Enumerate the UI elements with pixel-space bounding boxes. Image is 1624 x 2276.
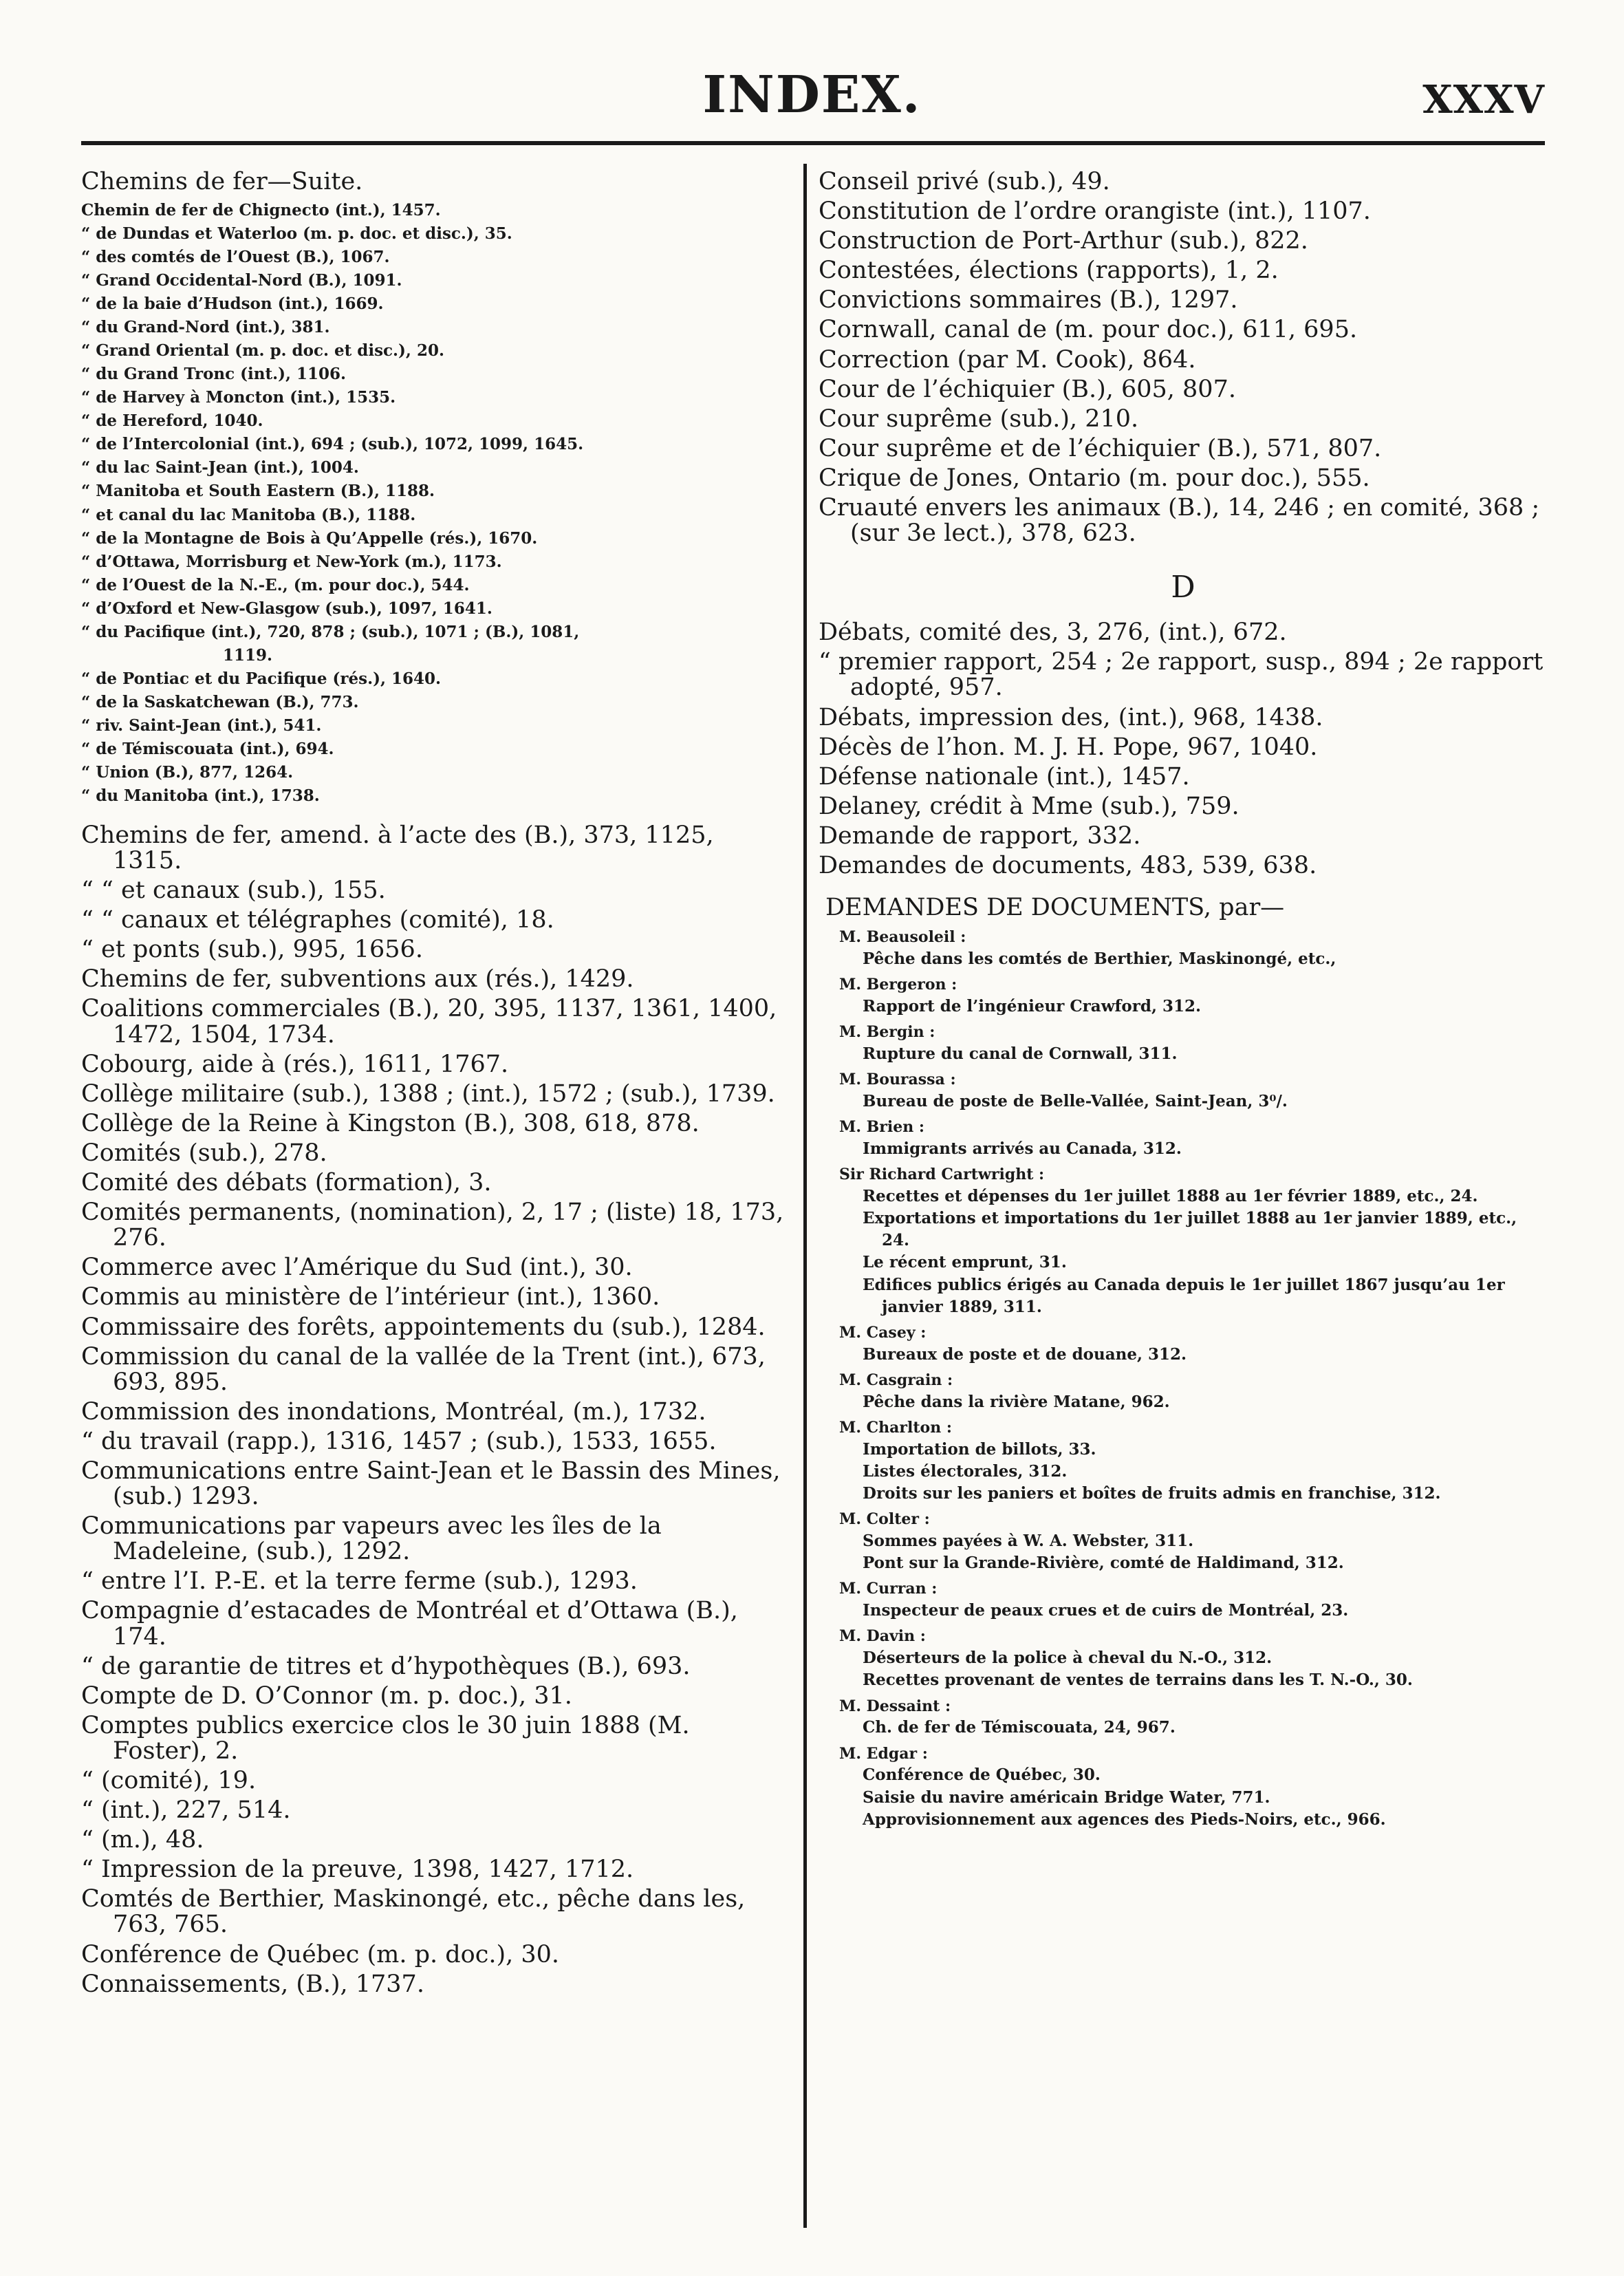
- requester-name: M. Charlton :: [839, 1418, 952, 1437]
- index-sub-entry: “ de Témiscouata (int.), 694.: [81, 739, 334, 758]
- document-request: Rupture du canal de Cornwall, 311.: [863, 1044, 1178, 1063]
- document-request: Listes électorales, 312.: [863, 1461, 1068, 1481]
- document-request: Approvisionnement aux agences des Pieds-Noirs, etc., 966.: [863, 1810, 1386, 1829]
- index-entry: Débats, impression des, (int.), 968, 1438.: [819, 703, 1323, 731]
- document-request: Bureau de poste de Belle-Vallée, Saint-Jean, 3⁰/.: [863, 1091, 1288, 1110]
- entry-list-c: [819, 169, 1548, 546]
- index-entry: Comité des débats (formation), 3.: [81, 1169, 492, 1197]
- index-entry: Cruauté envers les animaux (B.), 14, 246 ; en comité, 368 ; (sur 3e lect.), 378, 623.: [819, 494, 1540, 548]
- page-title: INDEX.: [702, 65, 922, 125]
- index-sub-entry: “ riv. Saint-Jean (int.), 541.: [81, 716, 322, 735]
- index-entry: Collège militaire (sub.), 1388 ; (int.), 1572 ; (sub.), 1739.: [81, 1080, 775, 1108]
- index-sub-entry: “ de l’Ouest de la N.-E., (m. pour doc.), 544.: [81, 575, 470, 594]
- index-entry: “ entre l’I. P.-E. et la terre ferme (sub.), 1293.: [81, 1567, 638, 1596]
- index-entry: Compagnie d’estacades de Montréal et d’Ottawa (B.), 174.: [81, 1597, 738, 1651]
- requester-name: M. Curran :: [839, 1580, 938, 1598]
- sub-entry-list: [81, 199, 790, 808]
- index-sub-entry: “ de la baie d’Hudson (int.), 1669.: [81, 294, 384, 314]
- index-entry: Cour suprême (sub.), 210.: [819, 405, 1139, 433]
- index-sub-entry: “ de Harvey à Moncton (int.), 1535.: [81, 388, 396, 407]
- requester-name: M. Beausoleil :: [839, 928, 966, 947]
- index-sub-entry: Chemin de fer de Chignecto (int.), 1457.: [81, 201, 441, 220]
- index-sub-entry: “ Union (B.), 877, 1264.: [81, 762, 294, 782]
- index-sub-entry: “ de la Saskatchewan (B.), 773.: [81, 692, 359, 711]
- index-sub-entry: “ d’Ottawa, Morrisburg et New-York (m.), 1173.: [81, 552, 502, 571]
- document-request: Bureaux de poste et de douane, 312.: [863, 1344, 1187, 1364]
- index-entry: Commerce avec l’Amérique du Sud (int.), 30.: [81, 1254, 633, 1282]
- document-request: Rapport de l’ingénieur Crawford, 312.: [863, 996, 1201, 1016]
- entry-list: [81, 823, 790, 1997]
- document-request: Recettes provenant de ventes de terrains dans les T. N.-O., 30.: [863, 1671, 1413, 1690]
- index-entry: Conférence de Québec (m. p. doc.), 30.: [81, 1940, 560, 1968]
- index-sub-entry: “ et canal du lac Manitoba (B.), 1188.: [81, 505, 416, 524]
- index-entry: Comtés de Berthier, Maskinongé, etc., pêche dans les, 763, 765.: [81, 1885, 746, 1939]
- index-entry: Commission des inondations, Montréal, (m.), 1732.: [81, 1397, 706, 1426]
- index-entry: Compte de D. O’Connor (m. p. doc.), 31.: [81, 1682, 572, 1710]
- column-divider: [803, 164, 807, 2228]
- requester-name: Sir Richard Cartwright :: [839, 1165, 1045, 1183]
- requester-name: M. Davin :: [839, 1627, 926, 1646]
- index-entry: Cour de l’échiquier (B.), 605, 807.: [819, 375, 1236, 403]
- document-request: Pont sur la Grande-Rivière, comté de Haldimand, 312.: [863, 1554, 1344, 1573]
- right-column: [819, 169, 1548, 1831]
- document-request: Edifices publics érigés au Canada depuis le 1er juillet 1867 jusqu’au 1er janvier 1889, 311.: [863, 1275, 1505, 1316]
- index-entry: Constitution de l’ordre orangiste (int.), 1107.: [819, 197, 1371, 226]
- index-sub-entry: “ Grand Oriental (m. p. doc. et disc.), 20.: [81, 341, 444, 361]
- index-entry: Contestées, élections (rapports), 1, 2.: [819, 257, 1279, 285]
- index-sub-entry: “ de Pontiac et du Pacifique (rés.), 1640.: [81, 669, 442, 688]
- requester-name: M. Edgar :: [839, 1744, 928, 1763]
- index-entry: Décès de l’hon. M. J. H. Pope, 967, 1040.: [819, 733, 1318, 761]
- requester-name: M. Brien :: [839, 1118, 924, 1136]
- index-entry: Construction de Port-Arthur (sub.), 822.: [819, 227, 1308, 255]
- index-sub-entry: “ des comtés de l’Ouest (B.), 1067.: [81, 248, 390, 267]
- document-request: Pêche dans la rivière Matane, 962.: [863, 1392, 1170, 1411]
- index-entry: Communications par vapeurs avec les îles de la Madeleine, (sub.), 1292.: [81, 1512, 662, 1566]
- index-entry: Comités (sub.), 278.: [81, 1139, 327, 1167]
- requester-name: M. Dessaint :: [839, 1697, 951, 1715]
- index-entry: Crique de Jones, Ontario (m. pour doc.), 555.: [819, 464, 1370, 492]
- index-heading: Chemins de fer—Suite.: [81, 168, 363, 195]
- index-entry: Comités permanents, (nomination), 2, 17 ; (liste) 18, 173, 276.: [81, 1199, 784, 1252]
- document-request: Immigrants arrivés au Canada, 312.: [863, 1139, 1182, 1158]
- index-entry: Conseil privé (sub.), 49.: [819, 168, 1110, 195]
- index-sub-entry: “ du Grand-Nord (int.), 381.: [81, 318, 330, 337]
- index-entry: Demandes de documents, 483, 539, 638.: [819, 851, 1317, 879]
- index-entry: “ “ canaux et télégraphes (comité), 18.: [81, 906, 554, 934]
- index-entry: Comptes publics exercice clos le 30 juin 1888 (M. Foster), 2.: [81, 1711, 690, 1765]
- document-request: Sommes payées à W. A. Webster, 311.: [863, 1532, 1194, 1551]
- document-request: Importation de billots, 33.: [863, 1439, 1096, 1459]
- requester-name: M. Casey :: [839, 1323, 927, 1342]
- index-entry: Commissaire des forêts, appointements du (sub.), 1284.: [81, 1313, 766, 1341]
- index-entry: Correction (par M. Cook), 864.: [819, 345, 1196, 374]
- index-entry: Débats, comité des, 3, 276, (int.), 672.: [819, 619, 1287, 647]
- entry-list-d: [819, 620, 1548, 879]
- index-entry: “ (int.), 227, 514.: [81, 1796, 291, 1825]
- index-entry: Chemins de fer, amend. à l’acte des (B.), 373, 1125, 1315.: [81, 821, 714, 874]
- document-request: Déserteurs de la police à cheval du N.-O., 312.: [863, 1649, 1273, 1668]
- index-sub-entry: “ de la Montagne de Bois à Qu’Appelle (rés.), 1670.: [81, 528, 538, 548]
- left-column: [81, 169, 790, 2001]
- demandes-list: [819, 927, 1548, 1831]
- index-sub-entry: 1119.: [223, 645, 273, 665]
- index-entry: Cobourg, aide à (rés.), 1611, 1767.: [81, 1050, 509, 1078]
- index-entry: Delaney, crédit à Mme (sub.), 759.: [819, 792, 1239, 820]
- section-letter: D: [1171, 570, 1195, 605]
- index-sub-entry: “ Grand Occidental-Nord (B.), 1091.: [81, 271, 402, 290]
- index-entry: Demande de rapport, 332.: [819, 822, 1141, 850]
- header-rule: [81, 141, 1545, 145]
- index-sub-entry: “ du Pacifique (int.), 720, 878 ; (sub.), 1071 ; (B.), 1081,: [81, 622, 580, 641]
- page-number: XXXV: [1422, 77, 1545, 122]
- index-entry: Connaissements, (B.), 1737.: [81, 1970, 424, 1998]
- index-entry: “ de garantie de titres et d’hypothèques (B.), 693.: [81, 1652, 691, 1680]
- index-entry: “ premier rapport, 254 ; 2e rapport, susp., 894 ; 2e rapport adopté, 957.: [819, 648, 1544, 702]
- document-request: Conférence de Québec, 30.: [863, 1765, 1101, 1785]
- document-request: Droits sur les paniers et boîtes de fruits admis en franchise, 312.: [863, 1484, 1441, 1503]
- document-request: Ch. de fer de Témiscouata, 24, 967.: [863, 1718, 1176, 1737]
- index-sub-entry: “ d’Oxford et New-Glasgow (sub.), 1097, 1641.: [81, 599, 492, 618]
- requester-name: M. Casgrain :: [839, 1371, 953, 1389]
- index-entry: Cornwall, canal de (m. pour doc.), 611, 695.: [819, 316, 1358, 344]
- index-entry: Coalitions commerciales (B.), 20, 395, 1137, 1361, 1400, 1472, 1504, 1734.: [81, 995, 777, 1049]
- index-sub-entry: “ de Hereford, 1040.: [81, 411, 263, 431]
- index-entry: “ “ et canaux (sub.), 155.: [81, 877, 386, 905]
- document-request: Recettes et dépenses du 1er juillet 1888 au 1er février 1889, etc., 24.: [863, 1186, 1478, 1205]
- requester-name: M. Bourassa :: [839, 1071, 956, 1089]
- index-sub-entry: “ du Manitoba (int.), 1738.: [81, 786, 320, 805]
- index-sub-entry: “ de l’Intercolonial (int.), 694 ; (sub.), 1072, 1099, 1645.: [81, 435, 584, 454]
- index-sub-entry: “ du Grand Tronc (int.), 1106.: [81, 365, 347, 384]
- index-entry: “ et ponts (sub.), 995, 1656.: [81, 936, 423, 964]
- document-request: Le récent emprunt, 31.: [863, 1253, 1067, 1272]
- requester-name: M. Bergeron :: [839, 976, 957, 994]
- index-entry: Cour suprême et de l’échiquier (B.), 571, 807.: [819, 434, 1382, 462]
- section-heading: DEMANDES DE DOCUMENTS, par—: [825, 894, 1285, 922]
- requester-name: M. Colter :: [839, 1510, 930, 1529]
- requester-name: M. Bergin :: [839, 1023, 935, 1042]
- index-entry: Chemins de fer, subventions aux (rés.), 1429.: [81, 965, 634, 994]
- index-sub-entry: “ de Dundas et Waterloo (m. p. doc. et disc.), 35.: [81, 224, 512, 244]
- index-entry: Convictions sommaires (B.), 1297.: [819, 286, 1238, 314]
- index-sub-entry: “ du lac Saint-Jean (int.), 1004.: [81, 458, 359, 477]
- index-sub-entry: “ Manitoba et South Eastern (B.), 1188.: [81, 482, 435, 501]
- document-request: Exportations et importations du 1er juillet 1888 au 1er janvier 1889, etc., 24.: [863, 1208, 1517, 1250]
- index-entry: Commis au ministère de l’intérieur (int.), 1360.: [81, 1283, 660, 1311]
- document-request: Pêche dans les comtés de Berthier, Maskinongé, etc.,: [863, 949, 1336, 968]
- index-entry: Collège de la Reine à Kingston (B.), 308, 618, 878.: [81, 1109, 700, 1137]
- document-request: Saisie du navire américain Bridge Water, 771.: [863, 1787, 1270, 1807]
- index-entry: “ (comité), 19.: [81, 1767, 257, 1794]
- index-entry: “ (m.), 48.: [81, 1826, 204, 1854]
- index-entry: Défense nationale (int.), 1457.: [819, 762, 1190, 791]
- index-entry: Commission du canal de la vallée de la Trent (int.), 673, 693, 895.: [81, 1342, 766, 1396]
- index-entry: “ Impression de la preuve, 1398, 1427, 1712.: [81, 1856, 634, 1884]
- document-request: Inspecteur de peaux crues et de cuirs de Montréal, 23.: [863, 1601, 1349, 1620]
- index-entry: Communications entre Saint-Jean et le Bassin des Mines, (sub.) 1293.: [81, 1457, 781, 1511]
- index-entry: “ du travail (rapp.), 1316, 1457 ; (sub.), 1533, 1655.: [81, 1427, 717, 1455]
